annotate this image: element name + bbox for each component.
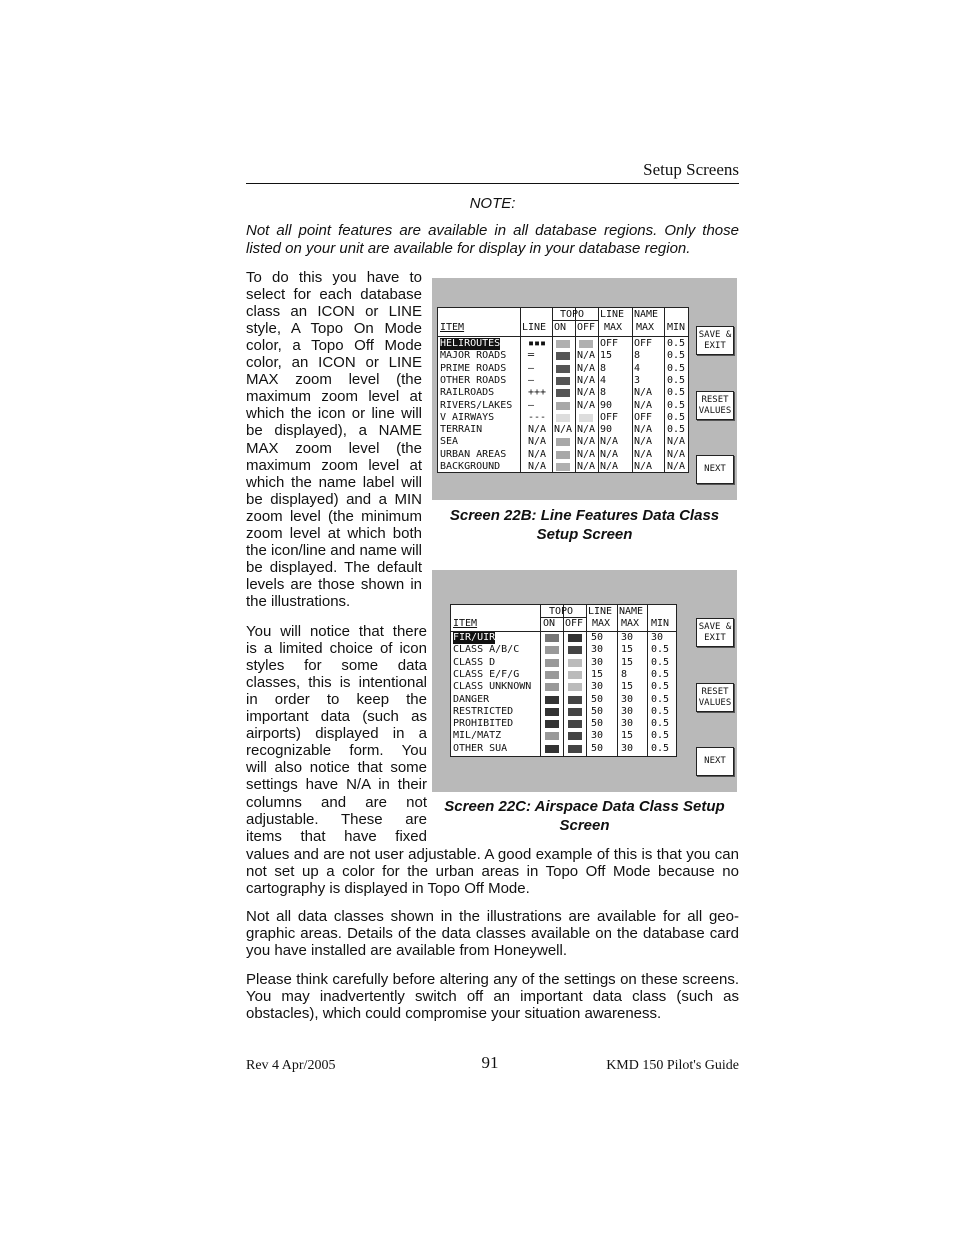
table-row-item: CLASS D	[453, 656, 496, 668]
airspace-table	[450, 604, 677, 757]
table-row-item: OTHER SUA	[453, 742, 508, 754]
page-number: 91	[481, 1053, 499, 1072]
table-row-item: BACKGROUND	[440, 461, 501, 472]
table-row-line-max: 90	[600, 424, 613, 436]
table-row-min: 0.5	[667, 411, 686, 423]
header-topo: TOPO	[560, 309, 585, 320]
table-row-line-max: 30	[591, 656, 604, 668]
table-row-min: 0.5	[651, 656, 670, 668]
table-row-line-max: N/A	[600, 436, 619, 448]
table-row-line-style: N/A	[528, 424, 547, 436]
text-line: be displayed. The default	[246, 558, 422, 576]
text-line: color, an ICON or LINE	[246, 354, 422, 372]
text-line: zoom level (the minimum	[246, 507, 422, 525]
topo-on-swatch	[545, 671, 559, 679]
table-row-name-max: 15	[621, 656, 634, 668]
table-row-line-style: ═	[528, 350, 535, 362]
text-line: To do this you have to	[246, 269, 422, 286]
paragraph-continued: values and are not user adjustable. A good example of this is that you can not set up a color for the urban areas in Topo Off Mode because no cartography is displayed in Topo Off Mode.	[246, 846, 739, 897]
text-line: important data (such as	[246, 708, 427, 726]
table-row-name-max: N/A	[634, 461, 653, 472]
table-row-name-max: 30	[621, 718, 634, 730]
topo-on-swatch	[545, 720, 559, 728]
note-heading: NOTE:	[469, 195, 516, 212]
reset-values-button[interactable]: RESET VALUES	[696, 683, 734, 712]
table-row-item: HELIROUTES	[440, 338, 501, 349]
text-line: MAX zoom level (the	[246, 371, 422, 389]
header-rule	[246, 183, 739, 184]
table-row-item: DANGER	[453, 693, 490, 705]
topo-off-swatch	[568, 708, 582, 716]
table-row-name-max: 8	[621, 668, 628, 680]
text-line: which the icon or line will	[246, 405, 422, 423]
topo-off-swatch	[568, 646, 582, 654]
table-row-item: RIVERS/LAKES	[440, 399, 513, 411]
column-divider	[575, 308, 576, 472]
text-line: recognizable form. You	[246, 742, 427, 760]
topo-on-swatch	[545, 683, 559, 691]
table-row-name-max: 15	[621, 681, 634, 693]
table-row-line-max: 15	[600, 350, 613, 362]
table-row-line-style: ▪▪▪	[528, 338, 547, 349]
topo-off-swatch	[568, 696, 582, 704]
topo-on-swatch	[556, 377, 570, 385]
text-line: zoom level at which both	[246, 524, 422, 542]
table-row-name-max: 8	[634, 350, 641, 362]
table-row-item: CLASS UNKNOWN	[453, 681, 532, 693]
header-on: ON	[543, 618, 556, 629]
topo-divider	[552, 320, 598, 321]
table-row-line-style: —	[528, 399, 535, 411]
note-body: Not all point features are available in all database regions. Only those listed on your unit are available for display in your database region.	[246, 222, 739, 257]
table-row-line-max: N/A	[600, 461, 619, 472]
table-row-line-max: 50	[591, 705, 604, 717]
table-row-line-max: 4	[600, 374, 607, 386]
text-line: the illustrations.	[246, 592, 351, 610]
topo-on-swatch	[556, 402, 570, 410]
text-line: airports) displayed in a	[246, 725, 427, 743]
table-row-item: CLASS A/B/C	[453, 644, 520, 656]
topo-on-swatch	[545, 696, 559, 704]
header-on: ON	[554, 322, 567, 333]
column-divider	[664, 308, 665, 472]
screen-22c	[432, 570, 737, 792]
text-line: is a limited choice of icon	[246, 640, 427, 658]
table-row-name-max: 4	[634, 362, 641, 374]
header-line-max-2: MAX	[592, 618, 611, 629]
table-row-min: 0.5	[651, 730, 670, 742]
table-row-topo-off: N/A	[577, 436, 596, 448]
topo-on-swatch	[545, 732, 559, 740]
table-row-min: 0.5	[651, 718, 670, 730]
table-row-item: RAILROADS	[440, 387, 495, 399]
table-row-topo-off: N/A	[577, 424, 596, 436]
topo-on-swatch	[556, 389, 570, 397]
header-item: ITEM	[440, 322, 465, 333]
column-divider	[632, 308, 633, 472]
table-row-min: 0.5	[651, 668, 670, 680]
table-row-line-max: 50	[591, 693, 604, 705]
table-row-min: 0.5	[651, 742, 670, 754]
header-name-max-2: MAX	[621, 618, 640, 629]
topo-on-swatch	[545, 659, 559, 667]
table-row-topo-off: N/A	[577, 399, 596, 411]
header-name-max-1: NAME	[634, 309, 659, 320]
topo-on-swatch	[556, 463, 570, 471]
table-row-name-max: N/A	[634, 448, 653, 460]
text-line: adjustable. These are	[246, 810, 427, 828]
table-row-min: 0.5	[667, 387, 686, 399]
reset-values-button[interactable]: RESET VALUES	[696, 391, 734, 420]
table-row-item: V AIRWAYS	[440, 411, 495, 423]
topo-off-swatch	[579, 340, 593, 348]
table-row-line-style: N/A	[528, 461, 547, 472]
table-row-name-max: 30	[621, 742, 634, 754]
topo-off-swatch	[579, 414, 593, 422]
text-line: maximum zoom level at	[246, 456, 422, 474]
table-row-item: PROHIBITED	[453, 718, 514, 730]
column-divider	[540, 605, 541, 756]
table-row-line-max: 90	[600, 399, 613, 411]
header-off: OFF	[577, 322, 596, 333]
next-button[interactable]: NEXT	[696, 455, 734, 484]
table-row-min: 0.5	[651, 705, 670, 717]
table-row-min: 30	[651, 632, 664, 643]
table-row-line-max: OFF	[600, 411, 619, 423]
table-row-item: MAJOR ROADS	[440, 350, 507, 362]
table-row-name-max: N/A	[634, 399, 653, 411]
topo-on-swatch	[556, 438, 570, 446]
table-row-name-max: N/A	[634, 387, 653, 399]
table-row-min: 0.5	[651, 644, 670, 656]
table-row-name-max: 15	[621, 644, 634, 656]
table-row-name-max: OFF	[634, 411, 653, 423]
table-row-name-max: N/A	[634, 436, 653, 448]
text-line: in order to keep the	[246, 691, 427, 709]
topo-on-swatch	[545, 745, 559, 753]
caption-screen-22c: Screen 22C: Airspace Data Class Setup Screen	[444, 798, 725, 834]
text-line: which the name label will	[246, 473, 422, 491]
table-row-line-style: ---	[528, 411, 547, 423]
footer-revision: Rev 4 Apr/2005	[246, 1058, 336, 1073]
header-line-max-2: MAX	[604, 322, 623, 333]
screen-22b	[432, 278, 737, 500]
column-divider	[617, 605, 618, 756]
header-topo: TOPO	[549, 606, 574, 617]
topo-off-swatch	[568, 659, 582, 667]
table-row-line-max: 50	[591, 632, 604, 643]
topo-off-swatch	[568, 683, 582, 691]
table-row-item: SEA	[440, 436, 459, 448]
table-row-name-max: 30	[621, 632, 634, 643]
header-line: LINE	[522, 322, 547, 333]
table-row-topo-off: N/A	[577, 448, 596, 460]
paragraph-warning: Please think carefully before altering any of the settings on these screens. You may inadvertently switch off an important data class (such as obstacles), which could compromise your situation awareness.	[246, 971, 739, 1022]
text-line: items that have fixed	[246, 827, 427, 845]
text-line: classes, this is intentional	[246, 674, 427, 692]
text-line: class an ICON or LINE	[246, 303, 422, 321]
table-row-min: 0.5	[667, 424, 686, 436]
table-row-line-max: 30	[591, 644, 604, 656]
text-line: columns and are not	[246, 793, 427, 811]
text-line: select for each database	[246, 286, 422, 304]
table-row-topo-on: N/A	[554, 424, 573, 436]
text-line: style, A Topo On Mode	[246, 320, 422, 338]
table-row-line-max: 8	[600, 362, 607, 374]
table-row-name-max: N/A	[634, 424, 653, 436]
table-row-topo-off: N/A	[577, 374, 596, 386]
table-row-line-max: 50	[591, 718, 604, 730]
table-row-item: RESTRICTED	[453, 705, 514, 717]
topo-on-swatch	[556, 451, 570, 459]
table-row-line-max: 30	[591, 730, 604, 742]
header-name-max-2: MAX	[636, 322, 655, 333]
topo-on-swatch	[556, 365, 570, 373]
topo-off-swatch	[568, 671, 582, 679]
header-line-max-1: LINE	[588, 606, 613, 617]
header-divider	[438, 336, 688, 337]
table-row-min: N/A	[667, 461, 686, 472]
table-row-topo-off: N/A	[577, 362, 596, 374]
text-line: styles for some data	[246, 657, 427, 675]
column-divider	[598, 308, 599, 472]
text-line: levels are those shown in	[246, 575, 422, 593]
table-row-item: CLASS E/F/G	[453, 668, 520, 680]
text-line: be displayed) and a MIN	[246, 490, 422, 508]
line-features-table	[437, 307, 689, 473]
header-off: OFF	[565, 618, 584, 629]
topo-on-swatch	[556, 352, 570, 360]
column-divider	[552, 308, 553, 472]
table-row-item: TERRAIN	[440, 424, 483, 436]
table-row-min: 0.5	[667, 362, 686, 374]
header-min: MIN	[667, 322, 686, 333]
topo-on-swatch	[545, 646, 559, 654]
header-name-max-1: NAME	[619, 606, 644, 617]
column-divider	[586, 605, 587, 756]
table-row-min: 0.5	[651, 681, 670, 693]
table-row-item: OTHER ROADS	[440, 374, 507, 386]
table-row-name-max: 30	[621, 693, 634, 705]
save-exit-button[interactable]: SAVE & EXIT	[696, 326, 734, 355]
table-row-item: MIL/MATZ	[453, 730, 502, 742]
topo-off-swatch	[568, 745, 582, 753]
section-title: Setup Screens	[643, 160, 739, 179]
table-row-min: 0.5	[651, 693, 670, 705]
table-row-line-max: N/A	[600, 448, 619, 460]
topo-off-swatch	[568, 634, 582, 642]
text-line: be displayed), a NAME	[246, 422, 422, 440]
footer-guide-title: KMD 150 Pilot's Guide	[606, 1058, 739, 1073]
text-line: will also notice that some	[246, 759, 427, 777]
table-row-line-style: N/A	[528, 436, 547, 448]
topo-on-swatch	[556, 414, 570, 422]
save-exit-button[interactable]: SAVE & EXIT	[696, 618, 734, 647]
text-line: the icon/line and name will	[246, 541, 422, 559]
table-row-min: 0.5	[667, 374, 686, 386]
topo-on-swatch	[545, 634, 559, 642]
text-line: maximum zoom level at	[246, 388, 422, 406]
table-row-line-max: 15	[591, 668, 604, 680]
table-row-item: PRIME ROADS	[440, 362, 507, 374]
table-row-name-max: OFF	[634, 338, 653, 349]
header-line-max-1: LINE	[600, 309, 625, 320]
text-line: color, a Topo Off Mode	[246, 337, 422, 355]
topo-off-swatch	[568, 720, 582, 728]
table-row-line-max: 8	[600, 387, 607, 399]
table-row-topo-off: N/A	[577, 350, 596, 362]
header-item: ITEM	[453, 618, 478, 629]
table-row-line-style: +++	[528, 387, 547, 399]
table-row-line-style: N/A	[528, 448, 547, 460]
table-row-name-max: 3	[634, 374, 641, 386]
table-row-min: N/A	[667, 448, 686, 460]
table-row-min: N/A	[667, 436, 686, 448]
topo-on-swatch	[556, 340, 570, 348]
table-row-min: 0.5	[667, 338, 686, 349]
table-row-line-style: —	[528, 362, 535, 374]
table-row-line-max: 50	[591, 742, 604, 754]
column-divider	[563, 605, 564, 756]
column-divider	[647, 605, 648, 756]
text-line: MAX zoom level (the	[246, 439, 422, 457]
table-row-name-max: 15	[621, 730, 634, 742]
table-row-line-style: —	[528, 374, 535, 386]
paragraph-data-classes: Not all data classes shown in the illustrations are available for all geo-graphic areas. Details of the data classes available on the database card you have installed are available from Honeywell.	[246, 908, 739, 959]
table-row-line-max: OFF	[600, 338, 619, 349]
column-divider	[520, 308, 521, 472]
next-button[interactable]: NEXT	[696, 747, 734, 776]
text-line: You will notice that there	[246, 623, 427, 640]
caption-screen-22b: Screen 22B: Line Features Data Class Setup Screen	[449, 507, 720, 543]
table-row-topo-off: N/A	[577, 461, 596, 472]
table-row-min: 0.5	[667, 399, 686, 411]
text-line: settings have N/A in their	[246, 776, 427, 794]
table-row-topo-off: N/A	[577, 387, 596, 399]
table-row-line-max: 30	[591, 681, 604, 693]
topo-off-swatch	[568, 732, 582, 740]
table-row-name-max: 30	[621, 705, 634, 717]
table-row-item: URBAN AREAS	[440, 448, 507, 460]
topo-on-swatch	[545, 708, 559, 716]
header-min: MIN	[651, 618, 670, 629]
table-row-item: FIR/UIR	[453, 632, 496, 643]
table-row-min: 0.5	[667, 350, 686, 362]
